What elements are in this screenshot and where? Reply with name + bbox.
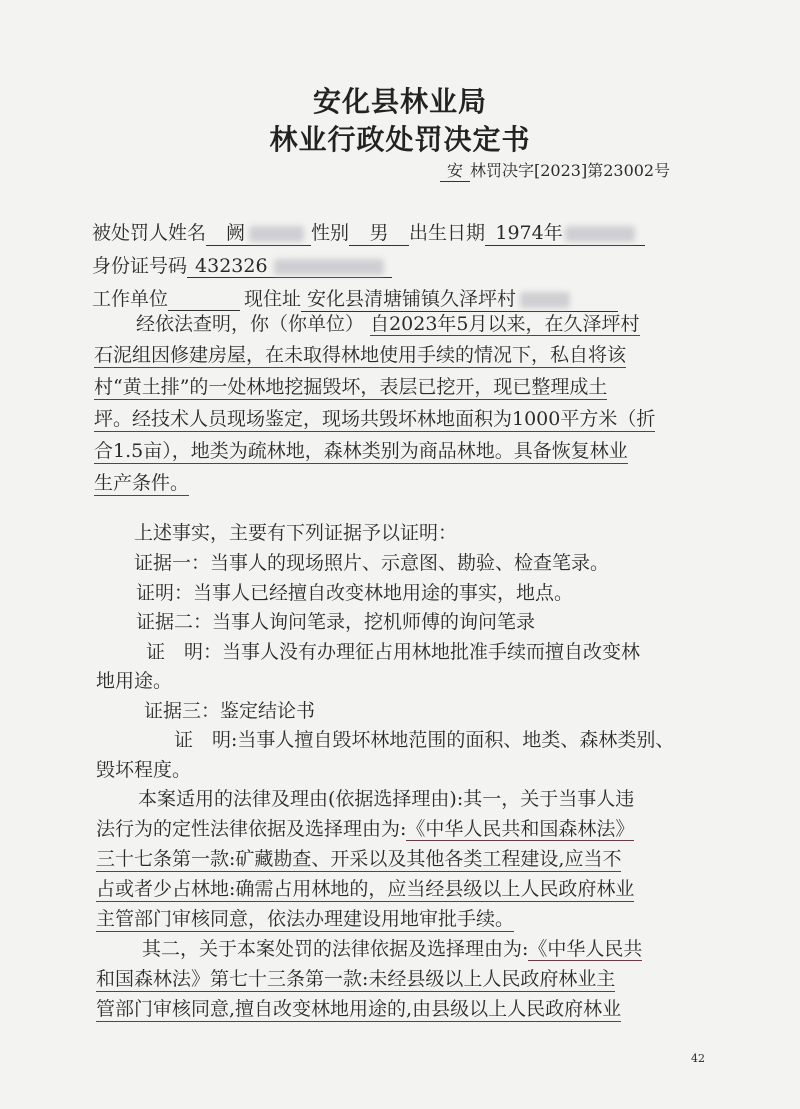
- proof-2a: 证 明：当事人没有办理征占用林地批准手续而擅自改变林: [146, 641, 641, 663]
- facts-line-3: 村“黄土排”的一处林地挖掘毁坏，表层已挖开，现已整理成土: [94, 372, 607, 400]
- work-value: [168, 288, 240, 311]
- facts-line-1: [136, 309, 640, 336]
- redaction: [274, 259, 384, 275]
- redaction: [520, 292, 570, 308]
- facts-line-2: 石泥组因修建房屋，在未取得林地使用手续的情况下，私自将该: [94, 340, 626, 368]
- page-number: 42: [691, 1052, 705, 1065]
- id-line: [92, 251, 392, 278]
- address-value: 安化县清塘铺镇久泽坪村: [301, 284, 618, 312]
- law-line-6: [142, 934, 642, 961]
- evidence-intro: 上述事实，主要有下列证据予以证明：: [134, 522, 458, 544]
- name-label: 被处罚人姓名: [92, 222, 207, 244]
- law-line-7: 和国森林法》第七十三条第一款:未经县级以上人民政府林业主: [96, 964, 615, 992]
- address-label: 现住址: [244, 288, 302, 310]
- document-title: 林业行政处罚决定书: [269, 123, 531, 156]
- facts-text: 自2023年5月以来，在久泽坪村: [370, 313, 640, 335]
- gender-value: 男: [349, 218, 409, 246]
- facts-lead: 经依法查明，你（你单位）: [136, 313, 365, 335]
- proof-1: 证明：当事人已经擅自改变林地用途的事实，地点。: [136, 582, 574, 604]
- law-line-5: 主管部门审核同意，依法办理建设用地审批手续。: [96, 904, 514, 932]
- law-line-3: 三十七条第一款:矿藏勘查、开采以及其他各类工程建设,应当不: [96, 844, 621, 872]
- evidence-2: 证据二：当事人询问笔录，挖机师傅的询问笔录: [136, 611, 536, 633]
- dob-label: 出生日期: [409, 222, 486, 244]
- evidence-1: 证据一：当事人的现场照片、示意图、勘验、检查笔录。: [134, 552, 610, 574]
- name-value: 阙: [206, 218, 311, 246]
- facts-line-6: 生产条件。: [94, 468, 189, 496]
- law-citation: 《中华人民共和国森林法》: [406, 818, 635, 840]
- document-number: [440, 158, 670, 182]
- law-line-2: [96, 814, 634, 841]
- law-line-1: 本案适用的法律及理由(依据选择理由):其一，关于当事人违: [138, 788, 635, 810]
- gender-label: 性别: [311, 222, 350, 244]
- law-text: 法行为的定性法律依据及选择理由为:: [96, 818, 407, 840]
- proof-2b: 地用途。: [96, 670, 173, 692]
- law-text: 其二，关于本案处罚的法律依据及选择理由为:: [142, 938, 529, 960]
- proof-3a: 证 明:当事人擅自毁坏林地范围的面积、地类、森林类别、: [174, 729, 675, 751]
- proof-3b: 毁坏程度。: [96, 759, 192, 781]
- id-label: 身份证号码: [92, 255, 188, 277]
- facts-line-5: 合1.5亩），地类为疏林地，森林类别为商品林地。具备恢复林业: [94, 436, 628, 464]
- law-line-4: 占或者少占林地:确需占用林地的，应当经县级以上人民政府林业: [96, 874, 634, 902]
- dob-value: 1974年: [485, 218, 645, 246]
- redaction: [249, 226, 304, 242]
- docno-rest: 林罚决字[2023]第23002号: [470, 161, 671, 180]
- party-name-line: [92, 218, 645, 246]
- evidence-3: 证据三：鉴定结论书: [144, 700, 316, 722]
- law-citation: 《中华人民共: [528, 938, 643, 960]
- docno-prefix: 安: [440, 158, 470, 182]
- work-label: 工作单位: [92, 288, 169, 310]
- id-value: 432326: [187, 255, 392, 278]
- facts-line-4: 坪。经技术人员现场鉴定，现场共毁坏林地面积为1000平方米（折: [94, 404, 655, 432]
- law-line-8: 管部门审核同意,擅自改变林地用途的,由县级以上人民政府林业: [96, 994, 621, 1022]
- agency-title: 安化县林业局: [312, 85, 487, 118]
- work-address-line: [92, 284, 618, 312]
- redaction: [565, 226, 635, 242]
